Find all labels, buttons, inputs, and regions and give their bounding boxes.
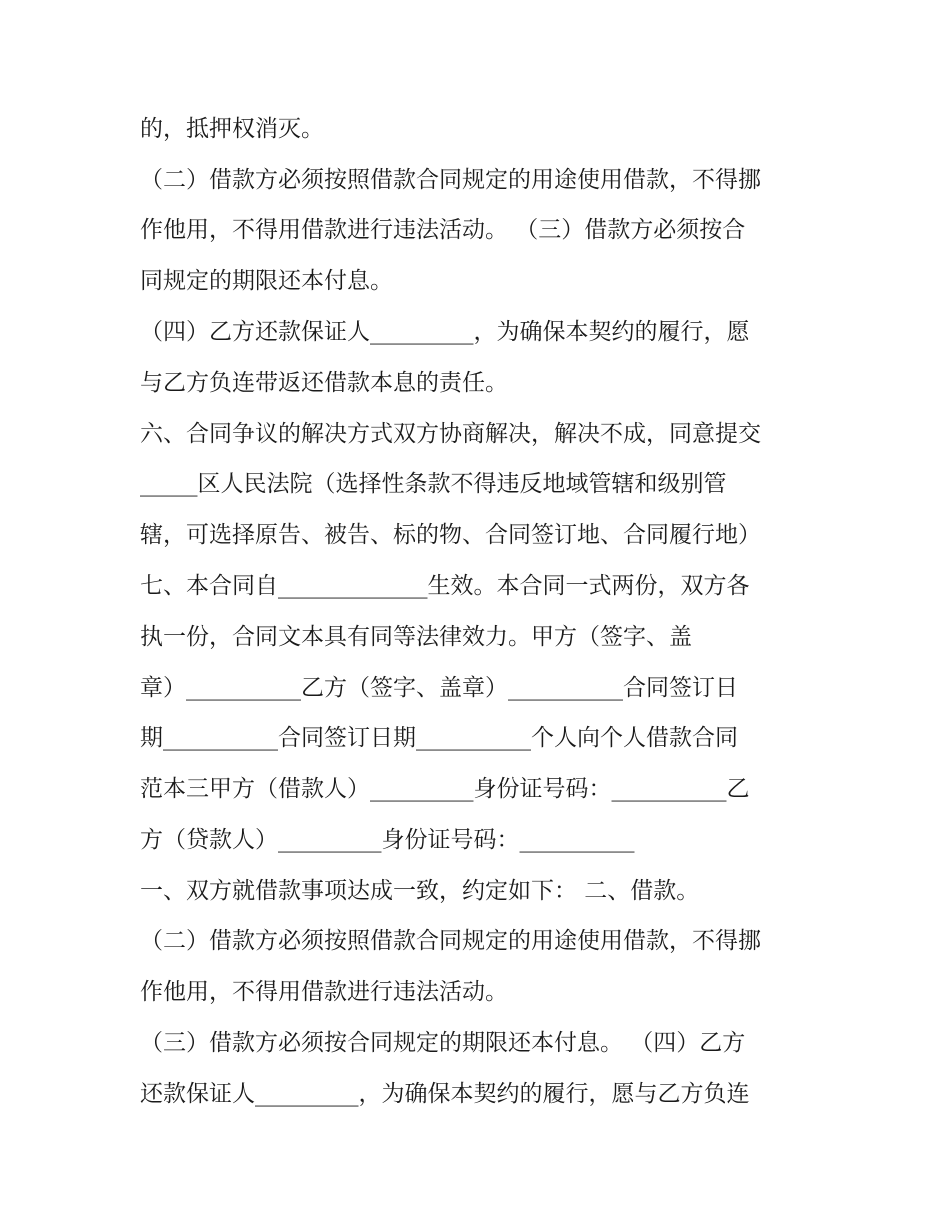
- text-line: 辖，可选择原告、被告、标的物、合同签订地、合同履行地）: [140, 522, 761, 548]
- text-line: （四）乙方还款保证人_________，为确保本契约的履行，愿: [140, 319, 750, 345]
- text-line: （二）借款方必须按照借款合同规定的用途使用借款，不得挪: [140, 167, 761, 193]
- text-line: （二）借款方必须按照借款合同规定的用途使用借款，不得挪: [140, 928, 761, 954]
- text-line: 作他用，不得用借款进行违法活动。 （三）借款方必须按合: [140, 217, 746, 243]
- text-line: 的，抵押权消灭。: [140, 116, 324, 142]
- text-line: 六、合同争议的解决方式双方协商解决，解决不成，同意提交: [140, 421, 761, 447]
- text-line: 范本三甲方（借款人）_________身份证号码：__________乙: [140, 776, 750, 802]
- text-line: 作他用，不得用借款进行违法活动。: [140, 979, 508, 1005]
- text-line: 还款保证人_________，为确保本契约的履行，愿与乙方负连: [140, 1081, 750, 1107]
- text-line: 方（贷款人）_________身份证号码：__________: [140, 827, 635, 853]
- text-line: 七、本合同自_____________生效。本合同一式两份，双方各: [140, 573, 750, 599]
- text-line: 同规定的期限还本付息。: [140, 268, 393, 294]
- text-line: 一、双方就借款事项达成一致，约定如下： 二、借款。: [140, 878, 700, 904]
- text-line: （三）借款方必须按合同规定的期限还本付息。 （四）乙方: [140, 1030, 746, 1056]
- text-line: 章）__________乙方（签字、盖章）__________合同签订日: [140, 675, 738, 701]
- text-line: 与乙方负连带返还借款本息的责任。: [140, 370, 508, 396]
- text-line: 执一份，合同文本具有同等法律效力。甲方（签字、盖: [140, 624, 692, 650]
- text-line: _____区人民法院（选择性条款不得违反地域管辖和级别管: [140, 471, 727, 497]
- text-line: 期__________合同签订日期__________个人向个人借款合同: [140, 725, 738, 751]
